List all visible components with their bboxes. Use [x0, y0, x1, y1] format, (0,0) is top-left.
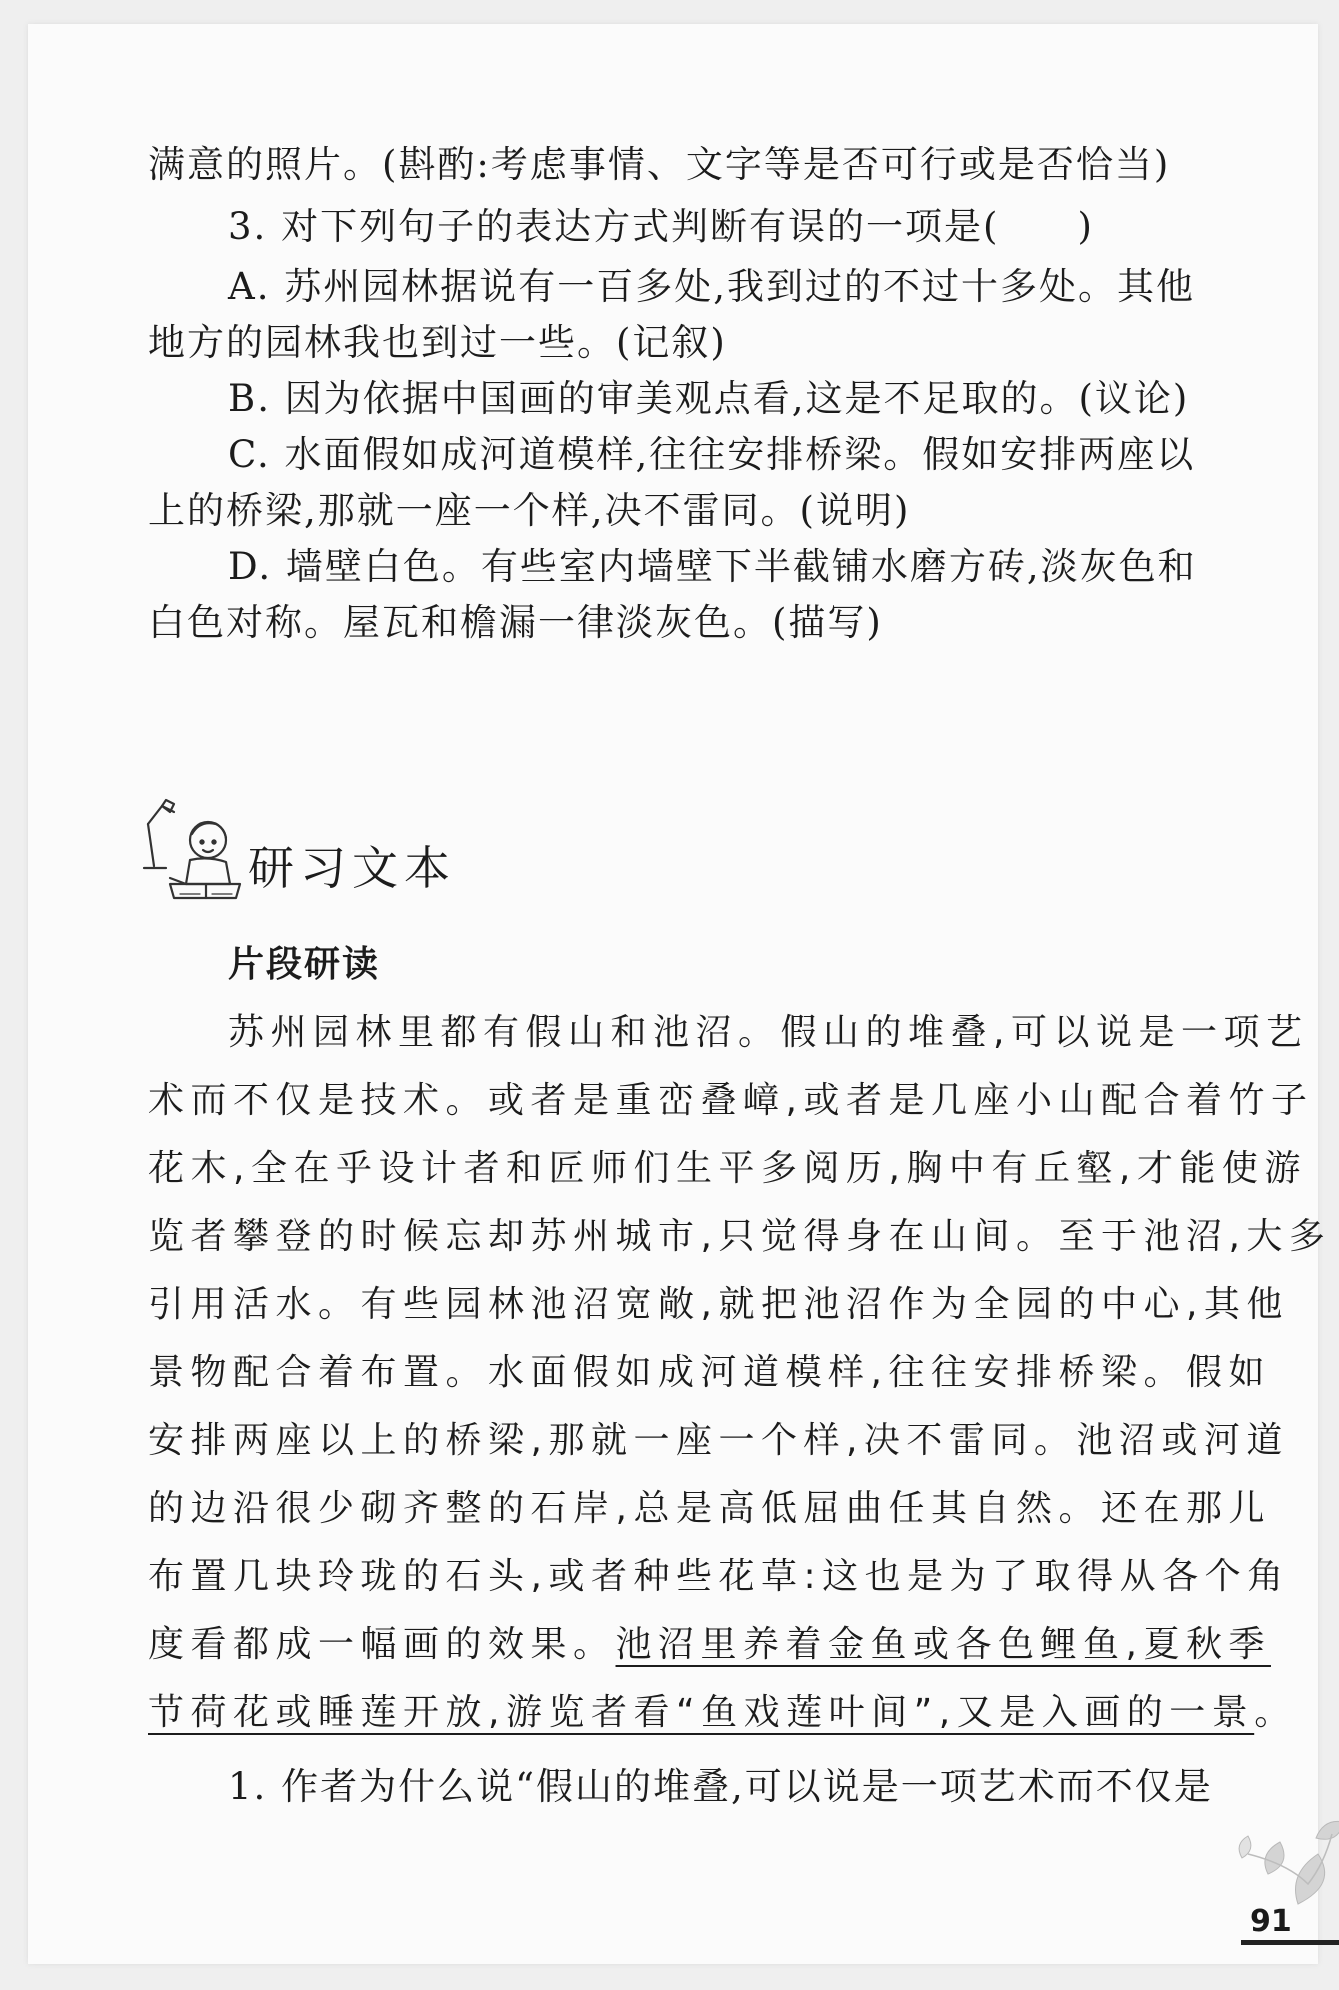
- passage-line: 苏州园林里都有假山和池沼。假山的堆叠,可以说是一项艺: [228, 1012, 1309, 1053]
- option-a-line-1: A. 苏州园林据说有一百多处,我到过的不过十多处。其他: [228, 265, 1196, 308]
- passage-line: 景物配合着布置。水面假如成河道模样,往往安排桥梁。假如: [148, 1352, 1271, 1393]
- underlined-sentence: 节荷花或睡莲开放,游览者看“鱼戏莲叶间”,又是入画的一景: [148, 1692, 1255, 1733]
- option-b: B. 因为依据中国画的审美观点看,这是不足取的。(议论): [228, 377, 1190, 420]
- passage-line: 安排两座以上的桥梁,那就一座一个样,决不雷同。池沼或河道: [148, 1420, 1289, 1461]
- question-1: 1. 作者为什么说“假山的堆叠,可以说是一项艺术而不仅是: [228, 1765, 1213, 1808]
- passage-line: 的边沿很少砌齐整的石岸,总是高低屈曲任其自然。还在那儿: [148, 1488, 1271, 1529]
- body-line: 满意的照片。(斟酌:考虑事情、文字等是否可行或是否恰当): [148, 143, 1171, 186]
- underlined-sentence: 池沼里养着金鱼或各色鲤鱼,夏秋季: [615, 1624, 1271, 1665]
- subsection-title: 片段研读: [228, 944, 381, 985]
- passage-line: 览者攀登的时候忘却苏州城市,只觉得身在山间。至于池沼,大多: [148, 1216, 1332, 1257]
- passage-line: 花木,全在乎设计者和匠师们生平多阅历,胸中有丘壑,才能使游: [148, 1148, 1307, 1189]
- page-number-rule: [1241, 1940, 1339, 1945]
- option-d-line-2: 白色对称。屋瓦和檐漏一律淡灰色。(描写): [148, 601, 883, 644]
- option-c-line-2: 上的桥梁,那就一座一个样,决不雷同。(说明): [148, 489, 911, 532]
- passage-text: 度看都成一幅画的效果。: [148, 1624, 616, 1665]
- passage-line: 术而不仅是技术。或者是重峦叠嶂,或者是几座小山配合着竹子: [148, 1080, 1314, 1121]
- passage-line: [148, 1688, 1297, 1738]
- question-3-stem: 3. 对下列句子的表达方式判断有误的一项是( ): [228, 205, 1094, 248]
- option-c-line-1: C. 水面假如成河道模样,往往安排桥梁。假如安排两座以: [228, 433, 1196, 476]
- passage-line: 引用活水。有些园林池沼宽敞,就把池沼作为全园的中心,其他: [148, 1284, 1289, 1325]
- textbook-page: [28, 24, 1332, 1964]
- option-d-line-1: D. 墙壁白色。有些室内墙壁下半截铺水磨方砖,淡灰色和: [228, 545, 1197, 588]
- student-reading-icon: [140, 794, 252, 904]
- passage-text: 。: [1254, 1692, 1297, 1733]
- page-number: 91: [1250, 1904, 1292, 1939]
- passage-line: [148, 1620, 1271, 1670]
- section-title: 研习文本: [248, 841, 456, 895]
- option-a-line-2: 地方的园林我也到过一些。(记叙): [148, 321, 727, 364]
- passage-line: 布置几块玲珑的石头,或者种些花草:这也是为了取得从各个角: [148, 1556, 1290, 1597]
